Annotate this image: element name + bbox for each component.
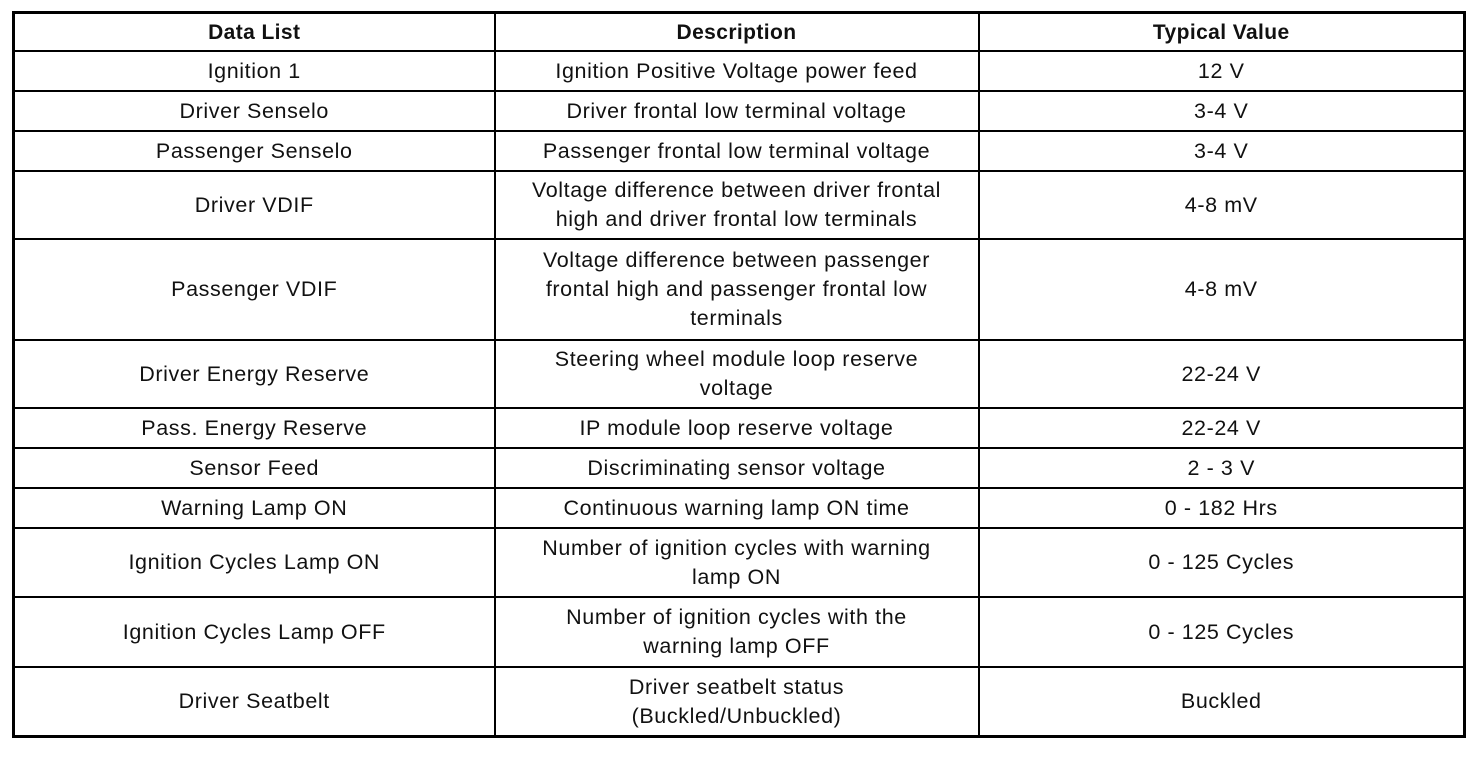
cell-typical-value: 12 V — [979, 51, 1465, 91]
cell-typical-value: 3-4 V — [979, 131, 1465, 171]
table-row — [14, 340, 1465, 408]
table-row — [14, 597, 1465, 667]
table-row — [14, 51, 1465, 91]
cell-description: Continuous warning lamp ON time — [495, 488, 979, 528]
table-row — [14, 448, 1465, 488]
cell-data-list: Sensor Feed — [14, 448, 495, 488]
cell-description: Discriminating sensor voltage — [495, 448, 979, 488]
cell-data-list: Passenger VDIF — [14, 239, 495, 340]
header-data-list: Data List — [14, 13, 495, 52]
cell-typical-value: 4-8 mV — [979, 171, 1465, 239]
cell-description: Number of ignition cycles with warning lamp ON — [495, 528, 979, 597]
table-row — [14, 239, 1465, 340]
cell-description: Voltage difference between driver frontal high and driver frontal low terminals — [495, 171, 979, 239]
cell-data-list: Driver Seatbelt — [14, 667, 495, 737]
cell-description: IP module loop reserve voltage — [495, 408, 979, 448]
cell-data-list: Driver VDIF — [14, 171, 495, 239]
cell-data-list: Ignition Cycles Lamp ON — [14, 528, 495, 597]
cell-data-list: Ignition 1 — [14, 51, 495, 91]
cell-typical-value: Buckled — [979, 667, 1465, 737]
cell-typical-value: 0 - 125 Cycles — [979, 528, 1465, 597]
table-row — [14, 91, 1465, 131]
header-description: Description — [495, 13, 979, 52]
cell-description: Voltage difference between passenger frontal high and passenger frontal low terminals — [495, 239, 979, 340]
cell-typical-value: 2 - 3 V — [979, 448, 1465, 488]
cell-description: Number of ignition cycles with the warning lamp OFF — [495, 597, 979, 667]
table-row — [14, 408, 1465, 448]
table-row — [14, 131, 1465, 171]
cell-description: Passenger frontal low terminal voltage — [495, 131, 979, 171]
cell-description: Steering wheel module loop reserve voltage — [495, 340, 979, 408]
header-typical-value: Typical Value — [979, 13, 1465, 52]
cell-typical-value: 0 - 182 Hrs — [979, 488, 1465, 528]
cell-description: Driver frontal low terminal voltage — [495, 91, 979, 131]
table-row — [14, 667, 1465, 737]
table-row — [14, 488, 1465, 528]
cell-typical-value: 4-8 mV — [979, 239, 1465, 340]
cell-typical-value: 3-4 V — [979, 91, 1465, 131]
cell-data-list: Driver Senselo — [14, 91, 495, 131]
cell-data-list: Warning Lamp ON — [14, 488, 495, 528]
cell-typical-value: 22-24 V — [979, 340, 1465, 408]
cell-description: Driver seatbelt status (Buckled/Unbuckled) — [495, 667, 979, 737]
cell-data-list: Passenger Senselo — [14, 131, 495, 171]
cell-typical-value: 22-24 V — [979, 408, 1465, 448]
cell-typical-value: 0 - 125 Cycles — [979, 597, 1465, 667]
cell-data-list: Driver Energy Reserve — [14, 340, 495, 408]
cell-data-list: Ignition Cycles Lamp OFF — [14, 597, 495, 667]
table-header-row — [14, 13, 1465, 52]
data-list-table — [12, 11, 1466, 738]
cell-data-list: Pass. Energy Reserve — [14, 408, 495, 448]
table-row — [14, 528, 1465, 597]
cell-description: Ignition Positive Voltage power feed — [495, 51, 979, 91]
table-row — [14, 171, 1465, 239]
